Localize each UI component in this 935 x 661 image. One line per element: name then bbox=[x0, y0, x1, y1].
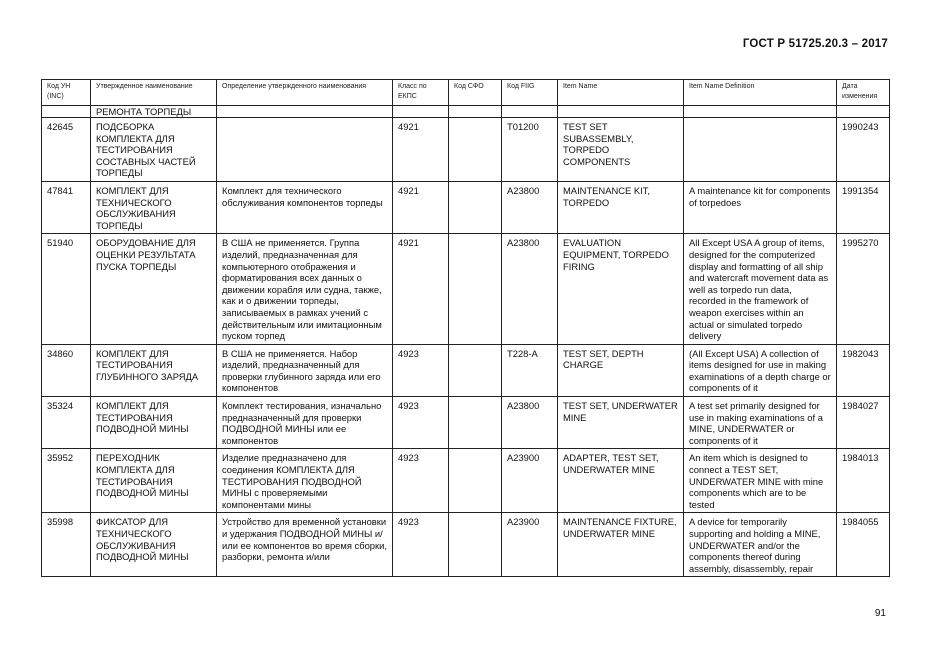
cell-definition-ru: Комплект для технического обслуживания компонентов торпеды bbox=[217, 181, 393, 233]
cell-fiig: T228-A bbox=[502, 344, 558, 396]
table-header-row bbox=[42, 80, 890, 106]
cell-definition-ru: Устройство для временной установки и удержания ПОДВОДНОЙ МИНЫ и/или ее компонентов во время сборки, разборки, ремонта и/или bbox=[217, 513, 393, 577]
cell-class: 4923 bbox=[393, 513, 449, 577]
table-row bbox=[42, 449, 890, 513]
cell-class: 4923 bbox=[393, 344, 449, 396]
cell-class: 4923 bbox=[393, 397, 449, 449]
cell-class: 4921 bbox=[393, 118, 449, 182]
cell-class: 4921 bbox=[393, 234, 449, 344]
cell-sfo bbox=[449, 181, 502, 233]
cell-name-ru: ФИКСАТОР ДЛЯ ТЕХНИЧЕСКОГО ОБСЛУЖИВАНИЯ ПОДВОДНОЙ МИНЫ bbox=[91, 513, 217, 577]
cell-item-name: TEST SET, DEPTH CHARGE bbox=[558, 344, 684, 396]
cell-date: 1991354 bbox=[837, 181, 890, 233]
table-row bbox=[42, 344, 890, 396]
catalog-table bbox=[41, 79, 890, 577]
column-header-date: Дата изменения bbox=[837, 80, 890, 106]
column-header-name-ru: Утвержденное наименование bbox=[91, 80, 217, 106]
cell-item-name: EVALUATION EQUIPMENT, TORPEDO FIRING bbox=[558, 234, 684, 344]
cell-fiig: A23800 bbox=[502, 397, 558, 449]
cell-inc: 35324 bbox=[42, 397, 91, 449]
cell-item-name: TEST SET SUBASSEMBLY, TORPEDO COMPONENTS bbox=[558, 118, 684, 182]
column-header-inc: Код УН (INC) bbox=[42, 80, 91, 106]
cell-name-ru: КОМПЛЕКТ ДЛЯ ТЕХНИЧЕСКОГО ОБСЛУЖИВАНИЯ ТОРПЕДЫ bbox=[91, 181, 217, 233]
cell-name-ru: ПОДСБОРКА КОМПЛЕКТА ДЛЯ ТЕСТИРОВАНИЯ СОСТАВНЫХ ЧАСТЕЙ ТОРПЕДЫ bbox=[91, 118, 217, 182]
cell-sfo bbox=[449, 449, 502, 513]
cell-item-definition: All Except USA A group of items, designed for the computerized display and formatting of all ship and watercraft movement data as well as torpedo run data, recorded in the framework of weapon exercises within an actual or simulated torpedo delivery bbox=[684, 234, 837, 344]
cell-item-name: MAINTENANCE FIXTURE, UNDERWATER MINE bbox=[558, 513, 684, 577]
cell-inc: 34860 bbox=[42, 344, 91, 396]
cell-date: 1984055 bbox=[837, 513, 890, 577]
cell-sfo bbox=[449, 118, 502, 182]
column-header-fiig: Код FIIG bbox=[502, 80, 558, 106]
cell-definition-ru: В США не применяется. Набор изделий, предназначенный для проверки глубинного заряда или его компонентов bbox=[217, 344, 393, 396]
continuation-text: РЕМОНТА ТОРПЕДЫ bbox=[91, 106, 217, 118]
cell-sfo bbox=[449, 397, 502, 449]
cell-fiig: A23800 bbox=[502, 234, 558, 344]
cell-inc: 35952 bbox=[42, 449, 91, 513]
cell-item-definition bbox=[684, 118, 837, 182]
column-header-class: Класс по ЕКПС bbox=[393, 80, 449, 106]
cell-definition-ru: В США не применяется. Группа изделий, предназначенная для компьютерного отображения и форматирования всех данных о движении корабля или судна, также, как и о движении торпеды, записываемых в рамках учений с действительным или имитационным пуском торпед bbox=[217, 234, 393, 344]
cell-name-ru: ОБОРУДОВАНИЕ ДЛЯ ОЦЕНКИ РЕЗУЛЬТАТА ПУСКА ТОРПЕДЫ bbox=[91, 234, 217, 344]
continuation-row bbox=[42, 106, 890, 118]
cell-fiig: A23800 bbox=[502, 181, 558, 233]
cell-inc: 42645 bbox=[42, 118, 91, 182]
cell-class: 4921 bbox=[393, 181, 449, 233]
cell-date: 1982043 bbox=[837, 344, 890, 396]
column-header-item-name: Item Name bbox=[558, 80, 684, 106]
cell-item-definition: A maintenance kit for components of torpedoes bbox=[684, 181, 837, 233]
cell-class: 4923 bbox=[393, 449, 449, 513]
column-header-sfo: Код СФО bbox=[449, 80, 502, 106]
cell-date: 1984027 bbox=[837, 397, 890, 449]
table-row bbox=[42, 513, 890, 577]
cell-inc: 47841 bbox=[42, 181, 91, 233]
cell-item-name: MAINTENANCE KIT, TORPEDO bbox=[558, 181, 684, 233]
cell-name-ru: КОМПЛЕКТ ДЛЯ ТЕСТИРОВАНИЯ ПОДВОДНОЙ МИНЫ bbox=[91, 397, 217, 449]
cell-item-definition: A device for temporarily supporting and holding a MINE, UNDERWATER and/or the components thereof during assembly, disassembly, repair bbox=[684, 513, 837, 577]
cell-name-ru: ПЕРЕХОДНИК КОМПЛЕКТА ДЛЯ ТЕСТИРОВАНИЯ ПОДВОДНОЙ МИНЫ bbox=[91, 449, 217, 513]
cell-item-definition: (All Except USA) A collection of items designed for use in making examinations of a depth charge or components of it bbox=[684, 344, 837, 396]
page-number: 91 bbox=[874, 608, 886, 619]
cell-sfo bbox=[449, 513, 502, 577]
cell-name-ru: КОМПЛЕКТ ДЛЯ ТЕСТИРОВАНИЯ ГЛУБИННОГО ЗАРЯДА bbox=[91, 344, 217, 396]
column-header-definition-ru: Определение утвержденного наименования bbox=[217, 80, 393, 106]
cell-definition-ru bbox=[217, 118, 393, 182]
cell-fiig: A23900 bbox=[502, 449, 558, 513]
cell-date: 1995270 bbox=[837, 234, 890, 344]
table-row bbox=[42, 118, 890, 182]
cell-date: 1984013 bbox=[837, 449, 890, 513]
cell-date: 1990243 bbox=[837, 118, 890, 182]
column-header-item-definition: Item Name Definition bbox=[684, 80, 837, 106]
table-row bbox=[42, 181, 890, 233]
cell-definition-ru: Комплект тестирования, изначально предназначенный для проверки ПОДВОДНОЙ МИНЫ или ее компонентов bbox=[217, 397, 393, 449]
cell-item-definition: An item which is designed to connect a TEST SET, UNDERWATER MINE with mine components which are to be tested bbox=[684, 449, 837, 513]
cell-fiig: T01200 bbox=[502, 118, 558, 182]
cell-sfo bbox=[449, 344, 502, 396]
cell-item-name: ADAPTER, TEST SET, UNDERWATER MINE bbox=[558, 449, 684, 513]
table-row bbox=[42, 234, 890, 344]
cell-item-name: TEST SET, UNDERWATER MINE bbox=[558, 397, 684, 449]
cell-definition-ru: Изделие предназначено для соединения КОМПЛЕКТА ДЛЯ ТЕСТИРОВАНИЯ ПОДВОДНОЙ МИНЫ с проверяемыми компонентами мины bbox=[217, 449, 393, 513]
cell-sfo bbox=[449, 234, 502, 344]
cell-inc: 35998 bbox=[42, 513, 91, 577]
cell-inc: 51940 bbox=[42, 234, 91, 344]
cell-fiig: A23900 bbox=[502, 513, 558, 577]
cell-item-definition: A test set primarily designed for use in making examinations of a MINE, UNDERWATER or components of it bbox=[684, 397, 837, 449]
table-row bbox=[42, 397, 890, 449]
document-header: ГОСТ Р 51725.20.3 – 2017 bbox=[742, 38, 888, 50]
